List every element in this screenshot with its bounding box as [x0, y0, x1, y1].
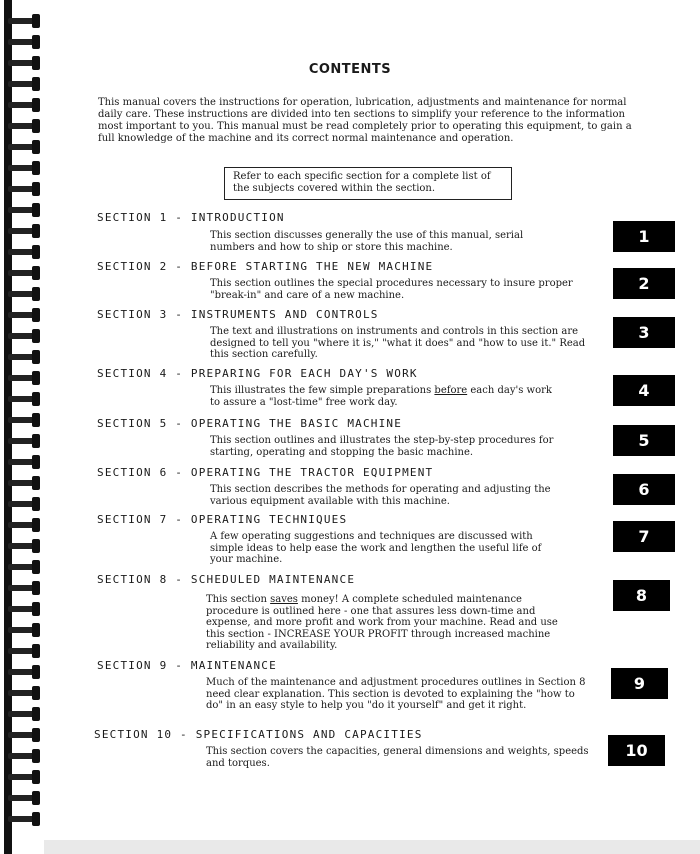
binding-ring: [8, 98, 44, 112]
binding-ring: [8, 644, 44, 658]
binding-ring-tip: [32, 245, 40, 259]
binding-ring-wire: [8, 816, 34, 822]
binding-ring: [8, 581, 44, 595]
binding-ring-wire: [8, 291, 34, 297]
binding-ring-tip: [32, 182, 40, 196]
binding-ring-tip: [32, 644, 40, 658]
section-4-desc-post: each day's work to assure a "lost-time" free work day.: [210, 385, 552, 408]
binding-ring-tip: [32, 770, 40, 784]
section-4-tab[interactable]: [613, 375, 675, 406]
section-3-heading: SECTION 3 - INSTRUMENTS AND CONTROLS: [97, 308, 379, 321]
binding-ring-wire: [8, 564, 34, 570]
binding-ring-tip: [32, 77, 40, 91]
section-1-tab-label: 1: [638, 227, 650, 246]
page-title: CONTENTS: [308, 62, 392, 77]
binding-ring: [8, 560, 44, 574]
binding-ring-wire: [8, 228, 34, 234]
binding-ring-tip: [32, 98, 40, 112]
binding-ring: [8, 812, 44, 826]
binding-ring: [8, 686, 44, 700]
binding-ring-wire: [8, 606, 34, 612]
binding-ring-tip: [32, 623, 40, 637]
section-3-tab-label: 3: [638, 323, 650, 342]
binding-ring-tip: [32, 308, 40, 322]
binding-ring-tip: [32, 14, 40, 28]
binding-ring: [8, 266, 44, 280]
section-8-description: [206, 594, 574, 652]
section-4-desc-underlined: before: [434, 385, 468, 396]
binding-ring: [8, 224, 44, 238]
binding-ring-tip: [32, 434, 40, 448]
section-8-tab-label: 8: [635, 586, 648, 605]
section-4-desc-pre: This illustrates the few simple preparations: [210, 385, 435, 396]
section-9-heading: SECTION 9 - MAINTENANCE: [97, 659, 277, 672]
binding-ring-wire: [8, 270, 34, 276]
binding-ring: [8, 707, 44, 721]
binding-ring-wire: [8, 795, 34, 801]
binding-ring-tip: [32, 224, 40, 238]
binding-ring-wire: [8, 627, 34, 633]
binding-ring-wire: [8, 333, 34, 339]
binding-ring: [8, 140, 44, 154]
section-7-tab-label: 7: [638, 527, 650, 546]
section-2-tab[interactable]: [613, 268, 675, 299]
binding-ring-wire: [8, 375, 34, 381]
binding-ring-wire: [8, 669, 34, 675]
binding-ring-wire: [8, 753, 34, 759]
binding-ring: [8, 791, 44, 805]
binding-ring-tip: [32, 476, 40, 490]
binding-ring: [8, 665, 44, 679]
binding-ring: [8, 119, 44, 133]
binding-ring-wire: [8, 711, 34, 717]
binding-ring-wire: [8, 396, 34, 402]
section-10-tab[interactable]: [608, 735, 665, 766]
binding-ring-wire: [8, 39, 34, 45]
section-10-tab-label: 10: [625, 741, 648, 760]
section-9-tab-label: 9: [633, 674, 646, 693]
section-5-heading: SECTION 5 - OPERATING THE BASIC MACHINE: [97, 417, 403, 430]
binding-ring-wire: [8, 312, 34, 318]
binding-ring-wire: [8, 648, 34, 654]
binding-ring-wire: [8, 774, 34, 780]
binding-ring-tip: [32, 665, 40, 679]
binding-ring: [8, 203, 44, 217]
section-10-description: This section covers the capacities, general dimensions and weights, speeds and torques.: [206, 746, 589, 769]
section-9-description: Much of the maintenance and adjustment procedures outlines in Section 8 need clear explanation. This section is devoted to explaining the "how to do" in an easy style to help you "do it yourself" and get it right.: [206, 677, 586, 711]
binding-ring-wire: [8, 690, 34, 696]
binding-ring: [8, 287, 44, 301]
binding-ring-wire: [8, 165, 34, 171]
binding-ring: [8, 518, 44, 532]
section-6-tab[interactable]: [613, 474, 675, 505]
binding-ring-tip: [32, 203, 40, 217]
binding-ring-wire: [8, 102, 34, 108]
section-9-tab[interactable]: [611, 668, 668, 699]
binding-ring: [8, 434, 44, 448]
binding-ring-tip: [32, 413, 40, 427]
binding-ring: [8, 14, 44, 28]
binding-ring-wire: [8, 417, 34, 423]
binding-ring: [8, 728, 44, 742]
binding-ring-wire: [8, 81, 34, 87]
binding-ring: [8, 35, 44, 49]
section-4-heading: SECTION 4 - PREPARING FOR EACH DAY'S WORK: [97, 367, 418, 380]
binding-ring: [8, 455, 44, 469]
binding-ring-tip: [32, 707, 40, 721]
binding-ring: [8, 602, 44, 616]
section-2-heading: SECTION 2 - BEFORE STARTING THE NEW MACHINE: [97, 260, 434, 273]
binding-ring-wire: [8, 18, 34, 24]
section-3-description: The text and illustrations on instruments and controls in this section are designed to tell you "where it is," "what it does" and "how to use it." Read this section carefully.: [210, 326, 586, 360]
section-6-tab-label: 6: [638, 480, 650, 499]
section-1-tab[interactable]: [613, 221, 675, 252]
section-4-description: [210, 385, 555, 408]
section-6-description: This section describes the methods for operating and adjusting the various equipment available with this machine.: [210, 484, 551, 507]
binding-ring-wire: [8, 249, 34, 255]
binding-ring-tip: [32, 119, 40, 133]
section-8-desc-post: money! A complete scheduled maintenance procedure is outlined here - one that assures less down-time and expense, and more profit and work from your machine. Read and use this section - INCREASE YOUR PROFIT through increased machine reliability and availability.: [206, 594, 558, 651]
binding-ring: [8, 77, 44, 91]
binding-ring-tip: [32, 329, 40, 343]
binding-ring-tip: [32, 350, 40, 364]
section-8-desc-underlined: saves: [270, 594, 298, 605]
binding-ring-tip: [32, 455, 40, 469]
binding-ring-tip: [32, 602, 40, 616]
section-3-tab[interactable]: [613, 317, 675, 348]
section-5-tab[interactable]: [613, 425, 675, 456]
binding-ring: [8, 350, 44, 364]
binding-ring: [8, 770, 44, 784]
binding-ring-tip: [32, 791, 40, 805]
section-8-tab[interactable]: [613, 580, 670, 611]
binding-ring-wire: [8, 522, 34, 528]
binding-ring-wire: [8, 207, 34, 213]
binding-ring-wire: [8, 186, 34, 192]
binding-ring-wire: [8, 480, 34, 486]
section-5-description: This section outlines and illustrates the step-by-step procedures for starting, operating and stopping the basic machine.: [210, 435, 554, 458]
binding-ring-tip: [32, 560, 40, 574]
binding-ring-wire: [8, 501, 34, 507]
binding-ring: [8, 182, 44, 196]
binding-ring-tip: [32, 287, 40, 301]
section-5-tab-label: 5: [638, 431, 650, 450]
section-4-tab-label: 4: [638, 381, 650, 400]
section-2-description: This section outlines the special procedures necessary to insure proper "break-in" and care of a new machine.: [210, 278, 573, 301]
section-6-heading: SECTION 6 - OPERATING THE TRACTOR EQUIPMENT: [97, 466, 434, 479]
binding-ring-tip: [32, 392, 40, 406]
spiral-binding: [0, 0, 44, 854]
binding-ring: [8, 497, 44, 511]
binding-ring-tip: [32, 35, 40, 49]
section-8-heading: SECTION 8 - SCHEDULED MAINTENANCE: [97, 573, 356, 586]
binding-ring: [8, 161, 44, 175]
intro-paragraph: This manual covers the instructions for operation, lubrication, adjustments and maintenance for normal daily care. These instructions are divided into ten sections to simplify your reference to the information most important to you. This manual must be read completely prior to operating this equipment, to gain a full knowledge of the machine and its correct normal maintenance and operation.: [98, 97, 632, 144]
binding-ring: [8, 749, 44, 763]
section-7-heading: SECTION 7 - OPERATING TECHNIQUES: [97, 513, 348, 526]
binding-ring: [8, 308, 44, 322]
section-7-description: A few operating suggestions and techniques are discussed with simple ideas to help ease the work and lengthen the useful life of your machine.: [210, 531, 542, 565]
binding-ring: [8, 371, 44, 385]
section-8-desc-pre: This section: [206, 594, 271, 605]
binding-ring-wire: [8, 732, 34, 738]
binding-ring-tip: [32, 686, 40, 700]
binding-ring-tip: [32, 371, 40, 385]
binding-ring-wire: [8, 123, 34, 129]
binding-ring: [8, 245, 44, 259]
binding-ring-tip: [32, 581, 40, 595]
binding-ring-wire: [8, 438, 34, 444]
binding-ring: [8, 539, 44, 553]
binding-ring-tip: [32, 266, 40, 280]
binding-ring-wire: [8, 354, 34, 360]
binding-ring-tip: [32, 497, 40, 511]
binding-ring-wire: [8, 459, 34, 465]
binding-ring-wire: [8, 543, 34, 549]
binding-ring: [8, 623, 44, 637]
binding-ring: [8, 413, 44, 427]
section-1-description: This section discusses generally the use of this manual, serial numbers and how to ship or store this machine.: [210, 230, 524, 253]
binding-ring: [8, 476, 44, 490]
page-bottom-edge: [44, 840, 700, 854]
binding-ring-tip: [32, 539, 40, 553]
binding-ring-tip: [32, 140, 40, 154]
section-10-heading: SECTION 10 - SPECIFICATIONS AND CAPACITIES: [94, 728, 423, 741]
binding-ring-tip: [32, 728, 40, 742]
binding-ring-tip: [32, 749, 40, 763]
binding-ring-tip: [32, 812, 40, 826]
section-7-tab[interactable]: [613, 521, 675, 552]
binding-ring-tip: [32, 518, 40, 532]
reference-note-box: Refer to each specific section for a complete list of the subjects covered within the section.: [224, 167, 512, 200]
section-1-heading: SECTION 1 - INTRODUCTION: [97, 211, 285, 224]
binding-ring-wire: [8, 585, 34, 591]
binding-ring-tip: [32, 161, 40, 175]
binding-ring: [8, 392, 44, 406]
binding-ring-wire: [8, 144, 34, 150]
section-2-tab-label: 2: [638, 274, 650, 293]
binding-ring: [8, 329, 44, 343]
